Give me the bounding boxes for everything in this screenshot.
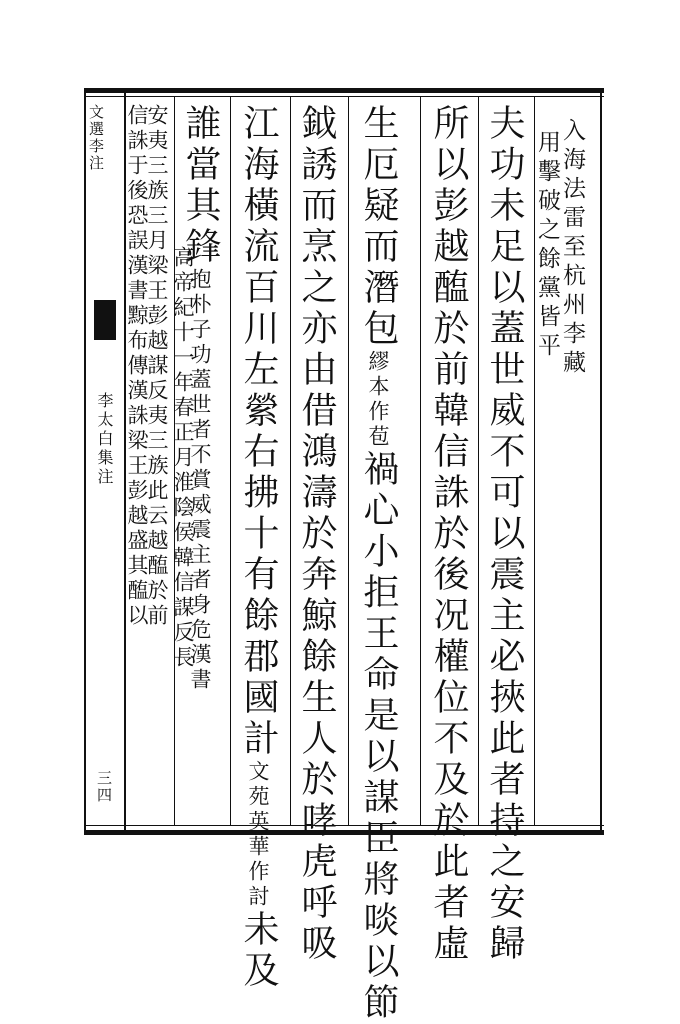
variant-note: 文苑英華作討 [246, 760, 270, 910]
variant-note: 繆本作苞 [366, 350, 390, 450]
column-6-main: 誰當其鋒 [180, 104, 221, 268]
bottom-border-thin [84, 825, 604, 826]
col-separator [348, 96, 349, 826]
col-separator [478, 96, 479, 826]
text-column-3 [358, 104, 399, 1024]
header-line-1: 入海法雷至杭州李藏 [559, 118, 585, 379]
top-border-thin [84, 96, 604, 97]
text-column-4: 鉞誘而烹之亦由借鴻濤於奔鯨餘生人於哮虎呼吸 [296, 104, 337, 965]
column-5-main-b: 未及 [238, 910, 279, 992]
fishtail-mark [94, 300, 116, 340]
col-separator [420, 96, 421, 826]
commentary: 抱朴子功蓋世者不賞威震主者身危漢書 [188, 268, 212, 693]
margin-divider-left [84, 93, 86, 830]
top-border-thick [84, 88, 604, 93]
margin-fragment: 文選李注 [87, 104, 105, 172]
text-column-5 [238, 104, 279, 992]
text-column-1: 夫功未足以蓋世威不可以震主必挾此者持之安歸 [484, 104, 525, 965]
header-line-2: 用擊破之餘黨皆平 [534, 130, 560, 362]
commentary-column-3: 信誅于後恐誤漢書黥布傳漢誅梁王彭越盛其醢以 [125, 104, 149, 629]
commentary-column-2: 安夷三族三月梁王彭越謀反夷三族此云越醢於前 [145, 104, 169, 629]
right-border [600, 88, 602, 835]
page-number: 三四 [95, 770, 113, 804]
column-3-main-a: 生厄疑而潛包 [358, 104, 399, 350]
book-title: 李太白集注 [95, 392, 114, 487]
bottom-border-thick [84, 830, 604, 835]
col-separator [290, 96, 291, 826]
commentary-column-1: 高帝紀十一年春正月淮陰侯韓信謀反長 [171, 246, 195, 671]
text-column-2: 所以彭越醢於前韓信誅於後况權位不及於此者虛 [428, 104, 469, 965]
col-separator [230, 96, 231, 826]
column-3-main-b: 禍心小拒王命是以謀臣將啖以節 [358, 450, 399, 1024]
column-5-main-a: 江海橫流百川左縈右拂十有餘郡國計 [238, 104, 279, 760]
